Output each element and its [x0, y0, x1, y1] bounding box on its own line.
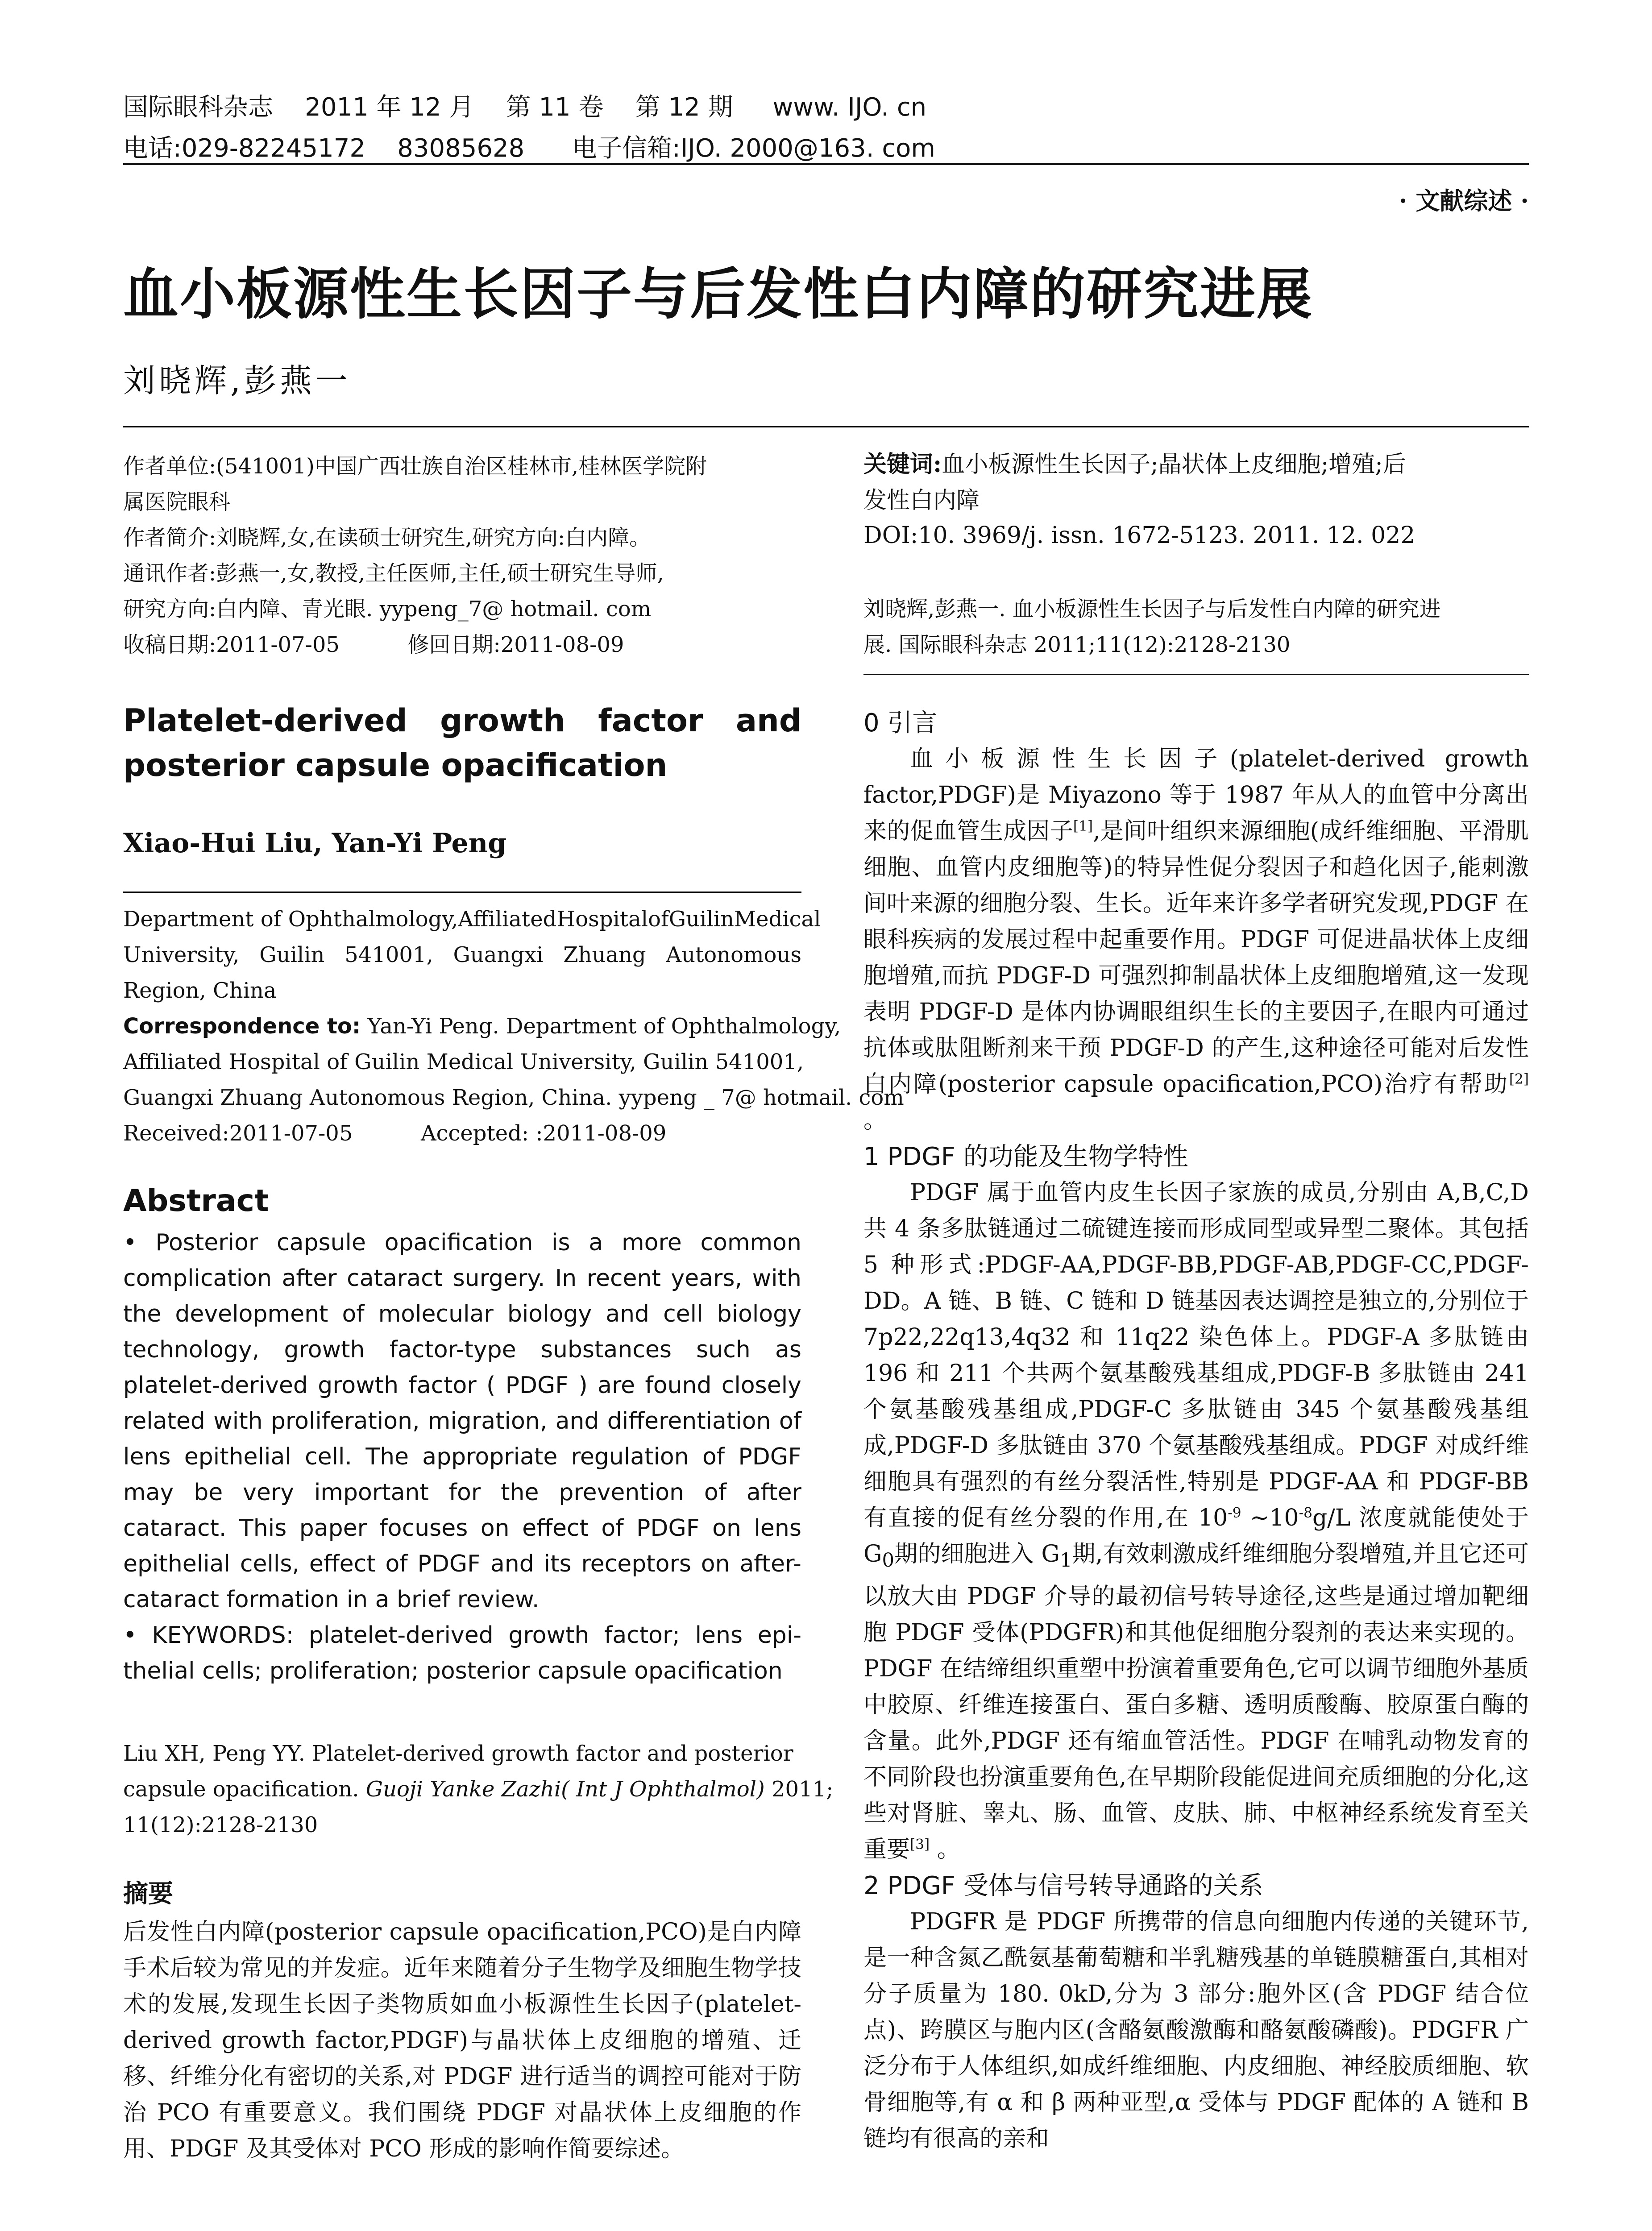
abstract-line: complication after cataract surgery. In recent years, with	[123, 1265, 801, 1292]
section-0-heading: 0 引言	[863, 709, 938, 738]
aff-word: Department of Ophthalmology,	[123, 907, 458, 932]
aff-word: 541001,	[345, 942, 433, 967]
english-affiliation	[123, 901, 904, 1151]
keywords-block	[863, 446, 1529, 519]
abstract-body	[123, 1225, 801, 1689]
authors-chinese: 刘晓辉,彭燕一	[123, 362, 351, 399]
keywords-line-1: 血小板源性生长因子;晶状体上皮细胞;增殖;后	[942, 451, 1406, 478]
journal-header-line-1: 国际眼科杂志 2011 年 12 月 第 11 卷 第 12 期 www. IJO. cn	[123, 93, 927, 122]
abstract-line: cataract. This paper focuses on effect of PDGF on lens	[123, 1515, 801, 1542]
abstract-line: epithelial cells, effect of PDGF and its receptors on after-	[123, 1551, 801, 1577]
section-label: · 文献综述 ·	[1399, 187, 1529, 215]
author-unit-line-1: 作者单位:(541001)中国广西壮族自治区桂林市,桂林医学院附	[123, 454, 707, 479]
journal-name-italic: Guoji Yanke Zazhi( Int J Ophthalmol)	[365, 1777, 765, 1802]
aff-word: Guilin	[668, 907, 734, 932]
english-authors: Xiao-Hui Liu, Yan-Yi Peng	[123, 828, 507, 859]
abstract-heading: Abstract	[123, 1183, 269, 1219]
citation-chinese-line-1: 刘晓辉,彭燕一. 血小板源性生长因子与后发性白内障的研究进	[863, 597, 1441, 622]
keywords-english-line: • KEYWORDS: platelet-derived growth factor; lens epi-	[123, 1622, 801, 1649]
section-0-paragraph	[863, 741, 1529, 1139]
corresponding-author-line-2: 研究方向:白内障、青光眼. yypeng_7@ hotmail. com	[123, 597, 652, 622]
aff-word: Guilin	[259, 942, 325, 967]
chinese-abstract-body: 后发性白内障(posterior capsule opacification,PCO)是白内障手术后较为常见的并发症。近年来随着分子生物学及细胞生物学技术的发展,发现生长因子类物质如血小板源性生长因子(platelet-derived growth factor,PDGF)与晶状体上皮细胞的增殖、迁移、纤维分化有密切的关系,对 PDGF 进行适当的调控可能对于防治 PCO 有重要意义。我们围绕 PDGF 对晶状体上皮细胞的作用、PDGF 及其受体对 PCO 形成的影响作简要综述。	[123, 1919, 801, 2162]
doi: DOI:10. 3969/j. issn. 1672-5123. 2011. 12. 022	[863, 522, 1415, 549]
aff-word: Autonomous	[666, 942, 801, 967]
aff-word: Hospital	[556, 907, 648, 932]
aff-word: of	[648, 907, 669, 932]
text-run: ~10	[1241, 1505, 1299, 1531]
citation-chinese-line-2: 展. 国际眼科杂志 2011;11(12):2128-2130	[863, 632, 1291, 657]
reference-1: [1]	[1073, 818, 1093, 834]
section-2-heading: 2 PDGF 受体与信号转导通路的关系	[863, 1871, 1263, 1901]
english-title-word: factor	[598, 702, 703, 739]
author-unit-line-2: 属医院眼科	[123, 489, 231, 514]
superscript: -8	[1299, 1505, 1312, 1521]
correspondence-line-1: Yan-Yi Peng. Department of Ophthalmology,	[361, 1014, 841, 1039]
article-title: 血小板源性生长因子与后发性白内障的研究进展	[123, 262, 1314, 327]
right-column-divider	[863, 674, 1529, 675]
citation-english-line-2a: capsule opacification.	[123, 1777, 366, 1802]
english-title	[123, 698, 801, 788]
text-run: 期,有效刺激成纤维细胞分裂增殖,并且它还可以放大由 PDGF 介导的最初信号转导途径,这些是通过增加靶细胞 PDGF 受体(PDGFR)和其他促细胞分裂剂的表达来实现的。PDGF 在结缔组织重塑中扮演着重要角色,它可以调节细胞外基质中胶原、纤维连接蛋白、蛋白多糖、透明质酸酶、胶原蛋白酶的含量。此外,PDGF 还有缩血管活性。PDGF 在哺乳动物发育的不同阶段也扮演重要角色,在早期阶段能促进间充质细胞的分化,这些对肾脏、睾丸、肠、血管、皮肤、肺、中枢神经系统发育至关重要	[863, 1541, 1529, 1863]
author-bio: 作者简介:刘晓辉,女,在读硕士研究生,研究方向:白内障。	[123, 525, 651, 550]
affiliation-divider	[123, 892, 801, 893]
abstract-line: related with proliferation, migration, and differentiation of	[123, 1408, 801, 1435]
aff-word: Guangxi	[453, 942, 544, 967]
journal-header-line-2: 电话:029-82245172 83085628 电子信箱:IJO. 2000@163. com	[123, 134, 935, 163]
english-title-line-2: posterior capsule opacification	[123, 747, 668, 784]
text-run: ,是间叶组织来源细胞(成纤维细胞、平滑肌细胞、血管内皮细胞等)的特异性促分裂因子和趋化因子,能刺激间叶来源的细胞分裂、生长。近年来许多学者研究发现,PDGF 在眼科疾病的发展过程中起重要作用。PDGF 可促进晶状体上皮细胞增殖,而抗 PDGF-D 可强烈抑制晶状体上皮细胞增殖,这一发现表明 PDGF-D 是体内协调眼组织生长的主要因子,在眼内可通过抗体或肽阻断剂来干预 PDGF-D 的产生,这种途径可能对后发性白内障(posterior capsule opacification,PCO)治疗有帮助	[863, 818, 1529, 1098]
header-divider	[123, 163, 1529, 165]
section-1-paragraph	[863, 1175, 1529, 1868]
abstract-line: • Posterior capsule opacification is a more common	[123, 1229, 801, 1256]
english-title-word: Platelet-derived	[123, 702, 407, 739]
text-run: 。	[930, 1836, 960, 1863]
abstract-line: platelet-derived growth factor ( PDGF ) are found closely	[123, 1372, 801, 1399]
keywords-english-line: thelial cells; proliferation; posterior capsule opacification	[123, 1658, 783, 1684]
english-title-word: and	[735, 702, 801, 739]
abstract-line: the development of molecular biology and cell biology	[123, 1301, 801, 1327]
subscript: 1	[1060, 1549, 1072, 1572]
section-2-paragraph: PDGFR 是 PDGF 所携带的信息向细胞内传递的关键环节,是一种含氮乙酰氨基葡萄糖和半乳糖残基的单链膜糖蛋白,其相对分子质量为 180. 0kD,分为 3 部分:胞外区(含 PDGF 结合位点)、跨膜区与胞内区(含酪氨酸激酶和酪氨酸磷酸)。PDGFR 广泛分布于人体组织,如成纤维细胞、内皮细胞、神经胶质细胞、软骨细胞等,有 α 和 β 两种亚型,α 受体与 PDGF 配体的 A 链和 B 链均有很高的亲和	[863, 1908, 1529, 2152]
correspondence-line-2: Affiliated Hospital of Guilin Medical University, Guilin 541001,	[123, 1049, 804, 1074]
main-text	[863, 705, 1529, 2157]
text-run: PDGF 属于血管内皮生长因子家族的成员,分别由 A,B,C,D 共 4 条多肽链通过二硫键连接而形成同型或异型二聚体。其包括 5 种形式:PDGF-AA,PDGF-BB,PDGF-AB,PDGF-CC,PDGF-DD。A 链、B 链、C 链和 D 链基因表达调控是独立的,分别位于 7p22,22q13,4q32 和 11q22 染色体上。PDGF-A 多肽链由 196 和 211 个共两个氨基酸残基组成,PDGF-B 多肽链由 241 个氨基酸残基组成,PDGF-C 多肽链由 345 个氨基酸残基组成,PDGF-D 多肽链由 370 个氨基酸残基组成。PDGF 对成纤维细胞具有强烈的有丝分裂活性,特别是 PDGF-AA 和 PDGF-BB 有直接的促有丝分裂的作用,在 10	[863, 1179, 1529, 1531]
abstract-line: lens epithelial cell. The appropriate regulation of PDGF	[123, 1443, 801, 1470]
superscript: -9	[1228, 1505, 1241, 1521]
citation-english	[123, 1736, 834, 1843]
text-run: 期的细胞进入 G	[894, 1541, 1060, 1568]
aff-word: University,	[123, 942, 240, 967]
aff-line-3: Region, China	[123, 978, 277, 1003]
corresponding-author-line-1: 通讯作者:彭燕一,女,教授,主任医师,主任,硕士研究生导师,	[123, 561, 664, 586]
citation-english-line-1: Liu XH, Peng YY. Platelet-derived growth factor and posterior	[123, 1741, 793, 1766]
abstract-line: cataract formation in a brief review.	[123, 1586, 540, 1613]
received-revised-dates: 收稿日期:2011-07-05 修回日期:2011-08-09	[123, 632, 624, 657]
keywords-line-2: 发性白内障	[863, 487, 980, 514]
text-run: g/L 浓度就能使处于 G	[863, 1505, 1529, 1568]
citation-english-line-2b: 2011;	[764, 1777, 834, 1802]
citation-english-line-3: 11(12):2128-2130	[123, 1812, 318, 1837]
title-divider	[123, 426, 1529, 427]
citation-chinese	[863, 591, 1529, 663]
aff-word: Affiliated	[458, 907, 557, 932]
correspondence-label: Correspondence to:	[123, 1014, 361, 1039]
subscript: 0	[882, 1549, 895, 1572]
author-info	[123, 448, 801, 663]
reference-3: [3]	[910, 1837, 930, 1853]
chinese-abstract-heading: 摘要	[123, 1879, 173, 1908]
aff-word: Medical	[734, 907, 821, 932]
text-run: 血小板源性生长因子(platelet-derived growth factor,PDGF)是 Miyazono 等于 1987 年从人的血管中分离出来的促血管生成因子	[863, 746, 1529, 845]
section-1-heading: 1 PDGF 的功能及生物学特性	[863, 1142, 1188, 1171]
text-run: 。	[863, 1107, 887, 1134]
reference-2: [2]	[1509, 1071, 1529, 1087]
journal-header	[123, 87, 1529, 169]
abstract-line: technology, growth factor-type substances such as	[123, 1336, 801, 1363]
abstract-line: may be very important for the prevention of after	[123, 1479, 801, 1506]
received-accepted-dates: Received:2011-07-05 Accepted: :2011-08-09	[123, 1121, 667, 1146]
aff-word: Zhuang	[563, 942, 646, 967]
correspondence-line-3: Guangxi Zhuang Autonomous Region, China. yypeng _ 7@ hotmail. com	[123, 1085, 904, 1110]
english-title-word: growth	[440, 702, 565, 739]
keywords-label: 关键词:	[863, 451, 942, 478]
